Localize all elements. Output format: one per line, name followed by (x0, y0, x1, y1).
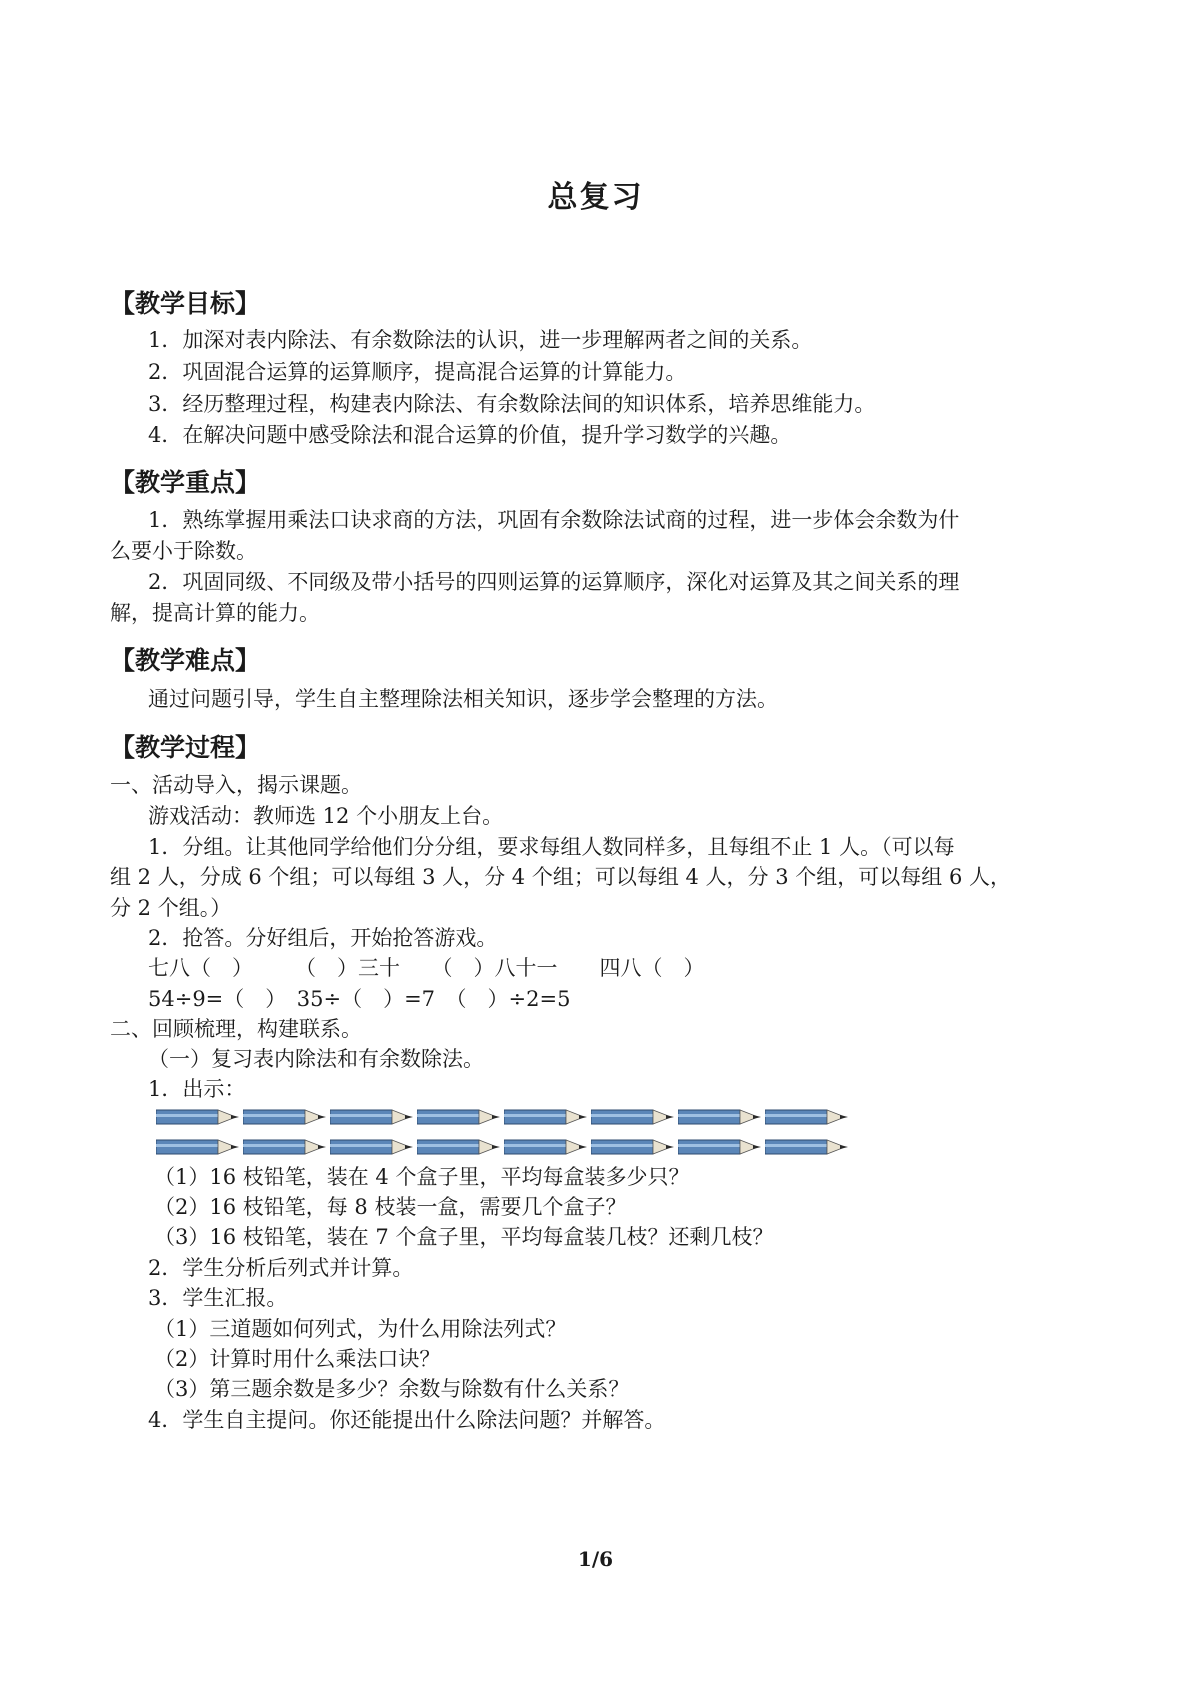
process-line: 1．分组。让其他同学给他们分分组，要求每组人数同样多，且每组不止 1 人。（可以每 (148, 835, 955, 859)
goal-item: 2．巩固混合运算的运算顺序，提高混合运算的计算能力。 (148, 360, 687, 384)
process-line: 4．学生自主提问。你还能提出什么除法问题？并解答。 (148, 1408, 666, 1432)
question-line: （2）16 枝铅笔，每 8 枝装一盒，需要几个盒子？ (154, 1195, 627, 1219)
pencil-icon (330, 1136, 416, 1158)
goal-item: 4．在解决问题中感受除法和混合运算的价值，提升学习数学的兴趣。 (148, 423, 792, 447)
pencil-icon (765, 1106, 851, 1128)
section-heading-process: 【教学过程】 (110, 733, 261, 762)
pencil-icon (330, 1106, 416, 1128)
quiz-line: 54÷9=（ ） 35÷（ ）=7 （ ）÷2=5 (148, 987, 571, 1011)
process-line: 一、活动导入，揭示课题。 (110, 773, 362, 797)
process-line: 3．学生汇报。 (148, 1286, 288, 1310)
pencil-icon (591, 1136, 677, 1158)
process-line: （一）复习表内除法和有余数除法。 (148, 1047, 484, 1071)
pencil-icon (504, 1136, 590, 1158)
question-line: （3）16 枝铅笔，装在 7 个盒子里，平均每盒装几枝？还剩几枝？ (154, 1225, 774, 1249)
page-number: 1/6 (577, 1547, 614, 1571)
pencil-icon (417, 1106, 503, 1128)
question-line: （3）第三题余数是多少？余数与除数有什么关系？ (154, 1377, 630, 1401)
pencil-icon (243, 1106, 329, 1128)
difficulty-line: 通过问题引导，学生自主整理除法相关知识，逐步学会整理的方法。 (148, 687, 778, 711)
section-heading-goals: 【教学目标】 (110, 289, 261, 318)
pencil-icon (765, 1136, 851, 1158)
process-line: 1．出示： (148, 1077, 246, 1101)
process-line: 2．学生分析后列式并计算。 (148, 1256, 414, 1280)
key-point-line: 2．巩固同级、不同级及带小括号的四则运算的运算顺序，深化对运算及其之间关系的理 (148, 570, 960, 594)
question-line: （1）16 枝铅笔，装在 4 个盒子里，平均每盒装多少只？ (154, 1165, 690, 1189)
process-line: 游戏活动：教师选 12 个小朋友上台。 (148, 804, 504, 828)
pencil-icon (591, 1106, 677, 1128)
pencil-icon (678, 1136, 764, 1158)
pencil-icon (417, 1136, 503, 1158)
section-heading-key-points: 【教学重点】 (110, 468, 261, 497)
pencil-icon (156, 1136, 242, 1158)
goal-item: 1．加深对表内除法、有余数除法的认识，进一步理解两者之间的关系。 (148, 328, 813, 352)
page-title: 总复习 (547, 180, 644, 215)
pencil-icon (156, 1106, 242, 1128)
quiz-line: 七八（ ） （ ）三十 （ ）八十一 四八（ ） (148, 956, 705, 980)
process-line: 分 2 个组。） (110, 896, 232, 920)
process-line: 二、回顾梳理，构建联系。 (110, 1017, 362, 1041)
process-line: 2．抢答。分好组后，开始抢答游戏。 (148, 926, 498, 950)
pencil-icon (243, 1136, 329, 1158)
key-point-line: 解，提高计算的能力。 (110, 601, 320, 625)
pencil-row (156, 1136, 876, 1158)
question-line: （2）计算时用什么乘法口诀？ (154, 1347, 441, 1371)
key-point-line: 1．熟练掌握用乘法口诀求商的方法，巩固有余数除法试商的过程，进一步体会余数为什 (148, 508, 960, 532)
pencil-icon (504, 1106, 590, 1128)
pencil-icon (678, 1106, 764, 1128)
process-line: 组 2 人，分成 6 个组；可以每组 3 人，分 4 个组；可以每组 4 人，分 3 个组，可以每组 6 人， (110, 865, 1011, 889)
pencil-row (156, 1106, 876, 1128)
goal-item: 3．经历整理过程，构建表内除法、有余数除法间的知识体系，培养思维能力。 (148, 392, 876, 416)
question-line: （1）三道题如何列式，为什么用除法列式？ (154, 1317, 567, 1341)
key-point-line: 么要小于除数。 (110, 539, 257, 563)
section-heading-difficulties: 【教学难点】 (110, 646, 261, 675)
